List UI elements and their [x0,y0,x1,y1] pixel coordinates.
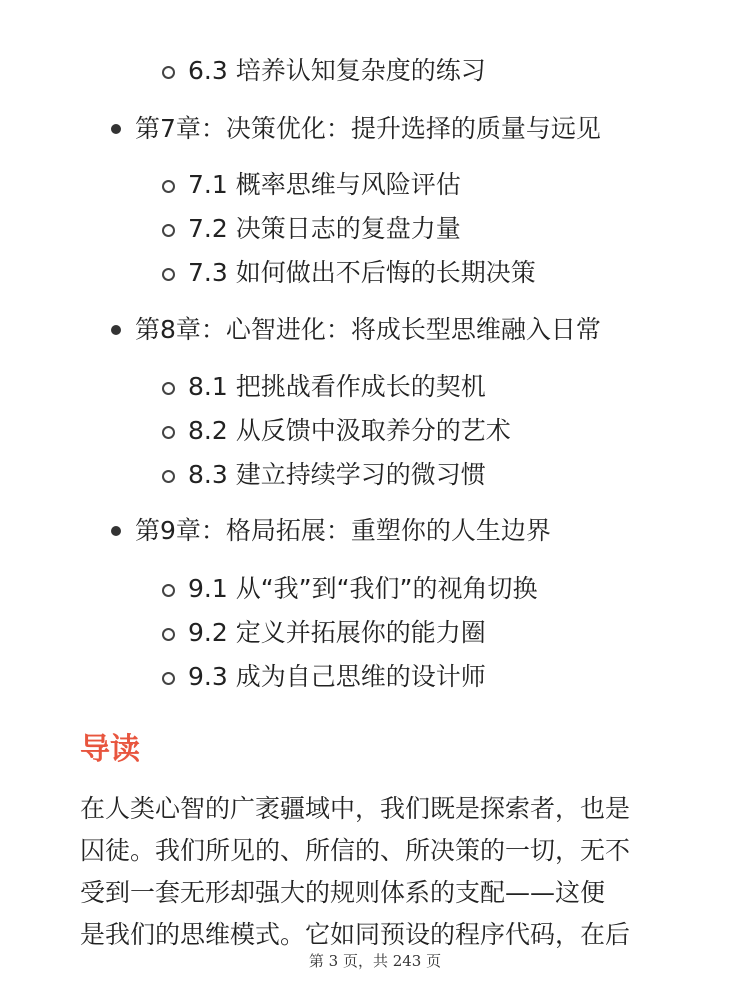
toc-chapter-7[interactable]: 第7章：决策优化：提升选择的质量与远见 [135,112,601,146]
intro-line: 受到一套无形却强大的规则体系的支配——这便 [80,878,606,907]
toc-item-7-1[interactable]: 7.1 概率思维与风险评估 [188,168,461,202]
toc-item-8-3[interactable]: 8.3 建立持续学习的微习惯 [188,458,486,492]
intro-line: 是我们的思维模式。它如同预设的程序代码，在后 [80,920,631,949]
section-title-intro: 导读 [80,732,140,767]
toc-item-8-1[interactable]: 8.1 把挑战看作成长的契机 [188,370,486,404]
toc-item-7-3[interactable]: 7.3 如何做出不后悔的长期决策 [188,256,536,290]
intro-line: 在人类心智的广袤疆域中，我们既是探索者，也是 [80,794,631,823]
toc-chapter-9[interactable]: 第9章：格局拓展：重塑你的人生边界 [135,514,551,548]
toc-item-9-3[interactable]: 9.3 成为自己思维的设计师 [188,660,486,694]
page-number-footer: 第 3 页，共 243 页 [308,952,442,970]
intro-line: 囚徒。我们所见的、所信的、所决策的一切，无不 [80,836,631,865]
toc-item-9-1[interactable]: 9.1 从“我”到“我们”的视角切换 [188,572,538,606]
toc-chapter-8[interactable]: 第8章：心智进化：将成长型思维融入日常 [135,313,601,347]
intro-paragraph [80,788,672,956]
toc-item-9-2[interactable]: 9.2 定义并拓展你的能力圈 [188,616,486,650]
toc-item-8-2[interactable]: 8.2 从反馈中汲取养分的艺术 [188,414,511,448]
toc-item-7-2[interactable]: 7.2 决策日志的复盘力量 [188,212,461,246]
toc-item-6-3[interactable]: 6.3 培养认知复杂度的练习 [188,54,486,88]
